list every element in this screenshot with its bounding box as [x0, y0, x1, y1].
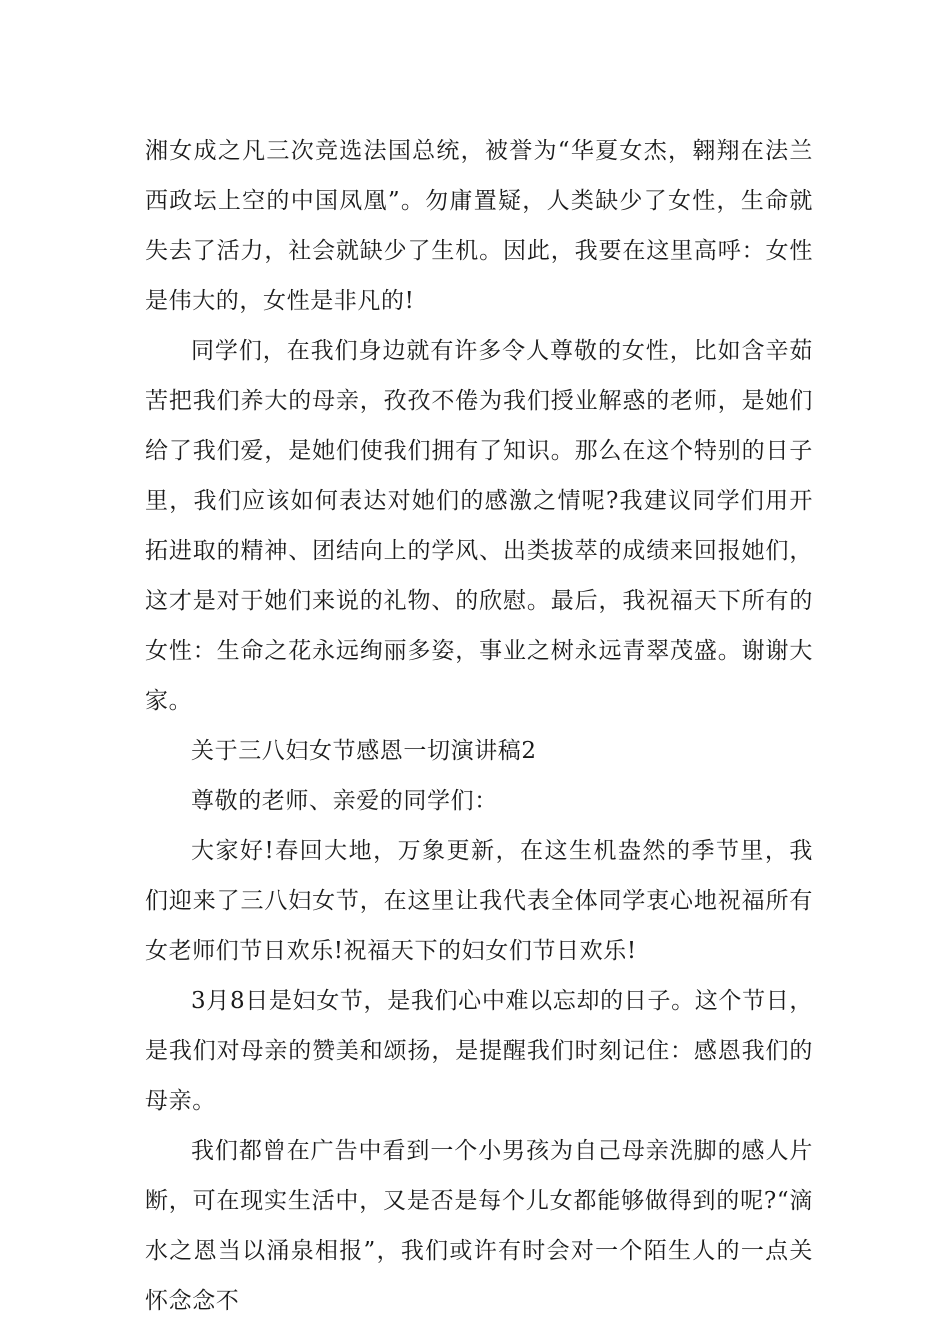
section-title: 关于三八妇女节感恩一切演讲稿2 [191, 738, 537, 764]
salutation: 尊敬的老师、亲爱的同学们： [191, 788, 498, 814]
body-paragraph-greeting: 大家好!春回大地，万象更新，在这生机盎然的季节里，我们迎来了三八妇女节，在这里让我代表全体同学衷心地祝福所有女老师们节日欢乐!祝福天下的妇女们节日欢乐! [145, 838, 813, 964]
body-paragraph-gratitude: 我们都曾在广告中看到一个小男孩为自己母亲洗脚的感人片断，可在现实生活中，又是否是每个儿女都能够做得到的呢?“滴水之恩当以涌泉相报”，我们或许有时会对一个陌生人的一点关怀念念不 [145, 1138, 813, 1314]
paragraph-classmates: 同学们，在我们身边就有许多令人尊敬的女性，比如含辛茹苦把我们养大的母亲，孜孜不倦为我们授业解惑的老师，是她们给了我们爱，是她们使我们拥有了知识。那么在这个特别的日子里，我们应该如何表达对她们的感激之情呢?我建议同学们用开拓进取的精神、团结向上的学风、出类拔萃的成绩来回报她们，这才是对于她们来说的礼物、的欣慰。最后，我祝福天下所有的女性：生命之花永远绚丽多姿，事业之树永远青翠茂盛。谢谢大家。 [145, 338, 813, 714]
document-content [145, 126, 813, 1326]
paragraph-continuation: 湘女成之凡三次竞选法国总统，被誉为“华夏女杰，翱翔在法兰西政坛上空的中国凤凰”。勿庸置疑，人类缺少了女性，生命就失去了活力，社会就缺少了生机。因此，我要在这里高呼：女性是伟大的，女性是非凡的! [145, 138, 813, 314]
body-paragraph-march-8: 3月8日是妇女节，是我们心中难以忘却的日子。这个节日，是我们对母亲的赞美和颂扬，是提醒我们时刻记住：感恩我们的母亲。 [145, 988, 813, 1114]
